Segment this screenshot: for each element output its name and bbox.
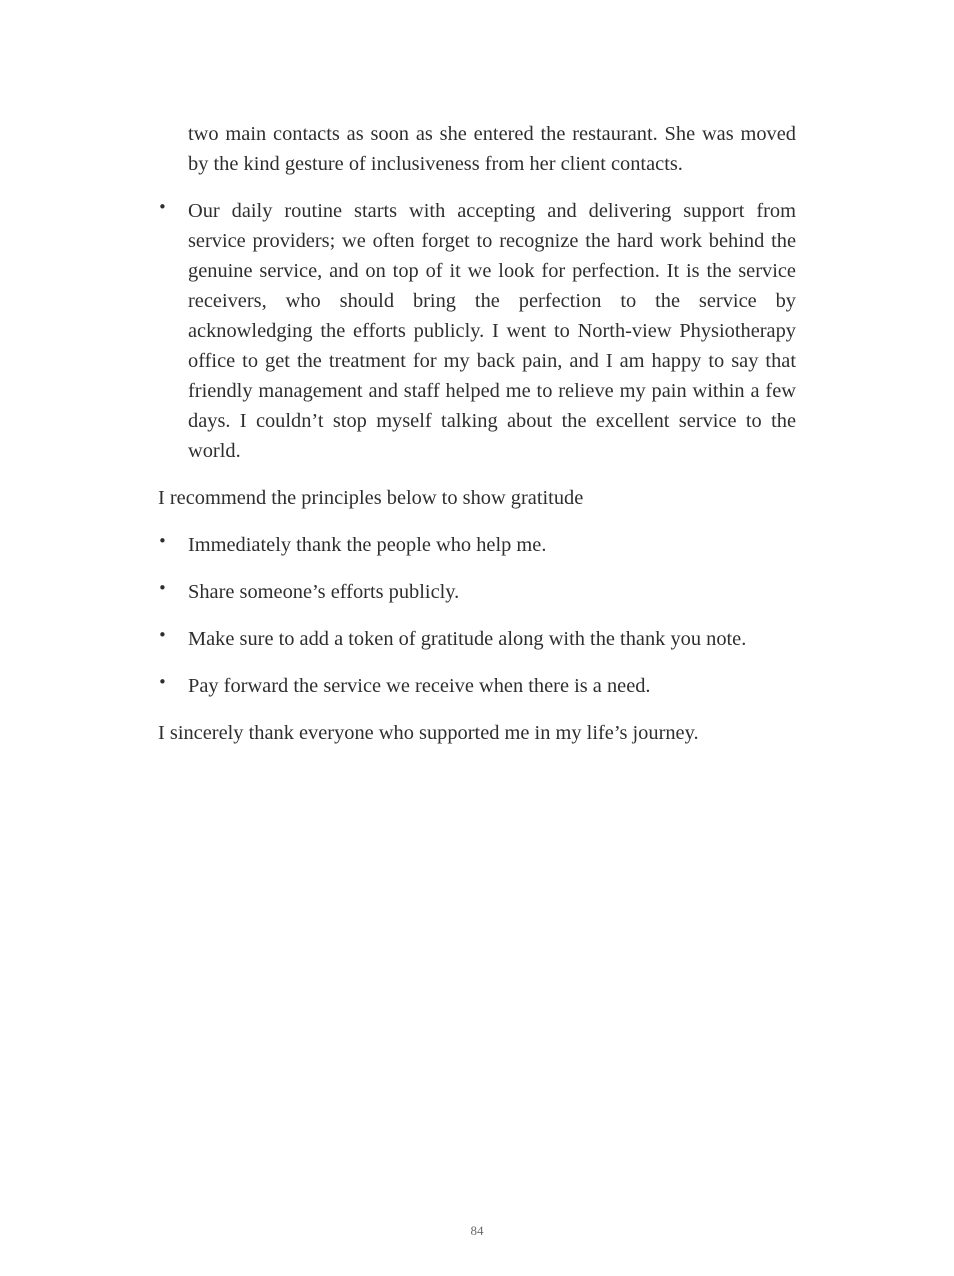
bullet-icon: • [158, 626, 167, 644]
recommend-intro: I recommend the principles below to show gratitude [158, 487, 584, 509]
bullet-icon: • [158, 198, 167, 216]
principle-text: Pay forward the service we receive when there is a need. [188, 675, 651, 697]
bullet-icon: • [158, 673, 167, 691]
continuation-paragraph: two main contacts as soon as she entered the restaurant. She was moved by the kind gesture of inclusiveness from her client contacts. [188, 123, 796, 175]
story-bullet-item [158, 196, 796, 466]
principle-item [158, 530, 796, 560]
page-number: 84 [470, 1223, 484, 1238]
bullet-icon: • [158, 532, 167, 550]
principle-text: Immediately thank the people who help me. [188, 534, 547, 556]
page-content [158, 119, 796, 765]
principle-item [158, 624, 796, 654]
closing-paragraph: I sincerely thank everyone who supported me in my life’s journey. [158, 722, 699, 744]
principle-text: Make sure to add a token of gratitude along with the thank you note. [188, 628, 747, 650]
principle-item [158, 577, 796, 607]
bullet-icon: • [158, 579, 167, 597]
story-bullet-text: Our daily routine starts with accepting and delivering support from service providers; we often forget to recognize the hard work behind the genuine service, and on top of it we look for perfection. It is the service receivers, who should bring the perfection to the service by acknowledging the efforts publicly. I went to North-view Physiotherapy office to get the treatment for my back pain, and I am happy to say that friendly management and staff helped me to relieve my pain within a few days. I couldn’t stop myself talking about the excellent service to the world. [188, 200, 796, 462]
principle-item [158, 671, 796, 701]
principle-text: Share someone’s efforts publicly. [188, 581, 460, 603]
